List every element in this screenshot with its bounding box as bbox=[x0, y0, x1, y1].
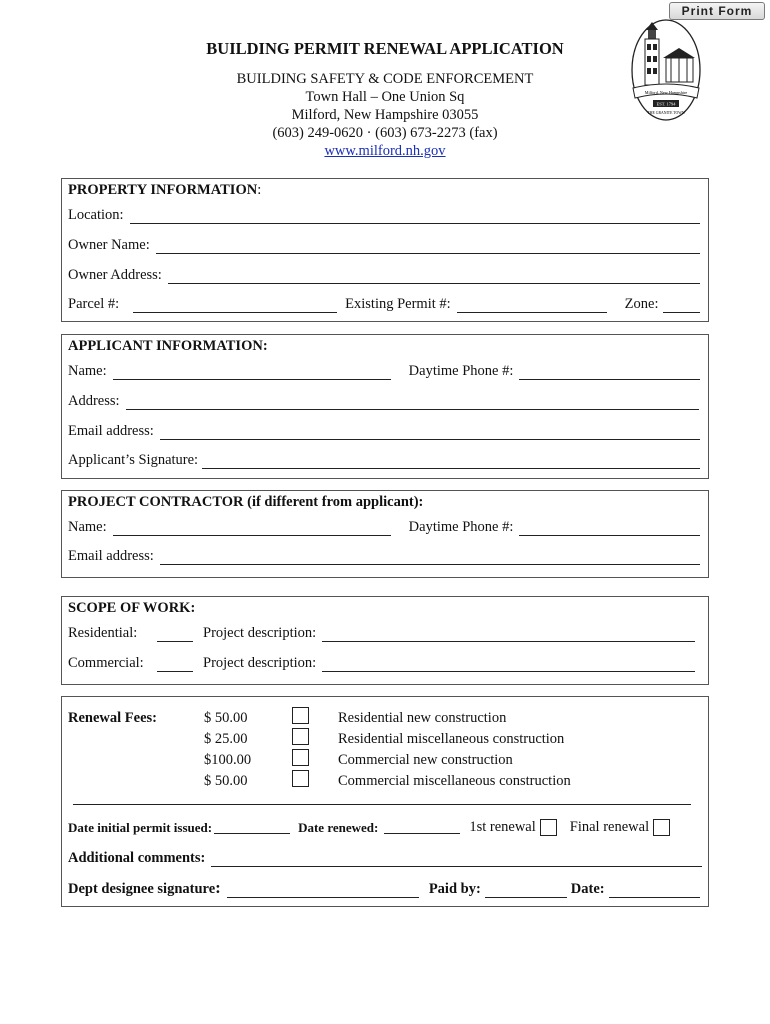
seal-motto-text: THE GRANITE TOWN bbox=[647, 111, 685, 115]
fee-amount: $100.00 bbox=[204, 752, 252, 768]
contractor-heading: PROJECT CONTRACTOR (if different from applicant): bbox=[68, 494, 424, 510]
residential-project-description-label: Project description: bbox=[203, 625, 317, 641]
additional-comments-field[interactable] bbox=[211, 854, 702, 867]
parcel-label: Parcel #: bbox=[68, 296, 120, 312]
applicant-heading: APPLICANT INFORMATION: bbox=[68, 338, 268, 354]
fee-amount: $ 25.00 bbox=[204, 731, 248, 747]
dept-signature-label: Dept designee signature bbox=[68, 881, 216, 897]
commercial-project-description-field[interactable] bbox=[322, 659, 695, 672]
existing-permit-label: Existing Permit #: bbox=[345, 296, 451, 312]
owner-name-label: Owner Name: bbox=[68, 237, 150, 253]
contractor-email-label: Email address: bbox=[68, 548, 154, 564]
residential-project-description-field[interactable] bbox=[322, 629, 695, 642]
final-renewal-label: Final renewal bbox=[569, 819, 650, 835]
date-renewed-label: Date renewed: bbox=[298, 819, 379, 835]
fee-checkbox-commercial-new[interactable] bbox=[292, 749, 309, 766]
fee-checkbox-residential-new[interactable] bbox=[292, 707, 309, 724]
applicant-phone-field[interactable] bbox=[519, 367, 700, 380]
zone-label: Zone: bbox=[624, 296, 659, 312]
applicant-address-field[interactable] bbox=[126, 397, 699, 410]
additional-comments-label: Additional comments: bbox=[68, 850, 206, 866]
owner-address-label: Owner Address: bbox=[68, 267, 162, 283]
residential-field[interactable] bbox=[157, 629, 193, 642]
date-renewed-field[interactable] bbox=[384, 821, 460, 834]
commercial-label: Commercial: bbox=[68, 655, 144, 671]
fee-row bbox=[68, 731, 668, 752]
owner-name-field[interactable] bbox=[156, 241, 700, 254]
property-heading-colon: : bbox=[257, 182, 262, 198]
zone-field[interactable] bbox=[663, 300, 701, 313]
dept-signature-colon: : bbox=[215, 878, 221, 897]
fee-checkbox-residential-misc[interactable] bbox=[292, 728, 309, 745]
first-renewal-checkbox[interactable] bbox=[540, 819, 557, 836]
fee-description: Residential miscellaneous construction bbox=[338, 731, 565, 747]
date-issued-field[interactable] bbox=[214, 821, 290, 834]
contractor-name-field[interactable] bbox=[113, 523, 391, 536]
commercial-field[interactable] bbox=[157, 659, 193, 672]
existing-permit-field[interactable] bbox=[457, 300, 607, 313]
paid-by-label: Paid by: bbox=[428, 881, 481, 897]
property-heading: PROPERTY INFORMATION bbox=[68, 182, 258, 198]
location-field[interactable] bbox=[130, 211, 700, 224]
website-line bbox=[0, 143, 770, 160]
applicant-information-section bbox=[61, 334, 709, 479]
applicant-signature-field[interactable] bbox=[202, 456, 700, 469]
applicant-email-field[interactable] bbox=[160, 427, 700, 440]
applicant-address-label: Address: bbox=[68, 393, 120, 409]
fee-description: Commercial miscellaneous construction bbox=[338, 773, 571, 789]
location-label: Location: bbox=[68, 207, 124, 223]
date-field[interactable] bbox=[609, 885, 700, 898]
fee-description: Commercial new construction bbox=[338, 752, 513, 768]
contractor-phone-field[interactable] bbox=[519, 523, 700, 536]
print-form-button[interactable]: Print Form bbox=[669, 2, 765, 20]
first-renewal-label: 1st renewal bbox=[469, 819, 536, 835]
office-address-line2: Milford, New Hampshire 03055 bbox=[291, 107, 479, 123]
fee-amount: $ 50.00 bbox=[204, 773, 248, 789]
department-name: BUILDING SAFETY & CODE ENFORCEMENT bbox=[236, 71, 534, 87]
applicant-name-field[interactable] bbox=[113, 367, 391, 380]
fee-row bbox=[68, 710, 668, 731]
paid-by-field[interactable] bbox=[485, 885, 567, 898]
property-information-section bbox=[61, 178, 709, 322]
fee-description: Residential new construction bbox=[338, 710, 507, 726]
contractor-email-field[interactable] bbox=[160, 552, 700, 565]
fee-checkbox-commercial-misc[interactable] bbox=[292, 770, 309, 787]
page-title: BUILDING PERMIT RENEWAL APPLICATION bbox=[206, 39, 564, 58]
date-label: Date: bbox=[570, 881, 605, 897]
fee-amount: $ 50.00 bbox=[204, 710, 248, 726]
applicant-email-label: Email address: bbox=[68, 423, 154, 439]
website-link[interactable]: www.milford.nh.gov bbox=[324, 143, 446, 159]
scope-of-work-section bbox=[61, 596, 709, 685]
residential-label: Residential: bbox=[68, 625, 138, 641]
applicant-signature-label: Applicant’s Signature: bbox=[68, 452, 199, 468]
owner-address-field[interactable] bbox=[168, 271, 700, 284]
renewal-fees-section bbox=[61, 696, 709, 907]
dept-signature-field[interactable] bbox=[227, 885, 419, 898]
applicant-name-label: Name: bbox=[68, 363, 107, 379]
parcel-field[interactable] bbox=[133, 300, 337, 313]
seal-year-text: EST. 1794 bbox=[656, 101, 676, 107]
project-contractor-section bbox=[61, 490, 709, 578]
date-issued-label: Date initial permit issued: bbox=[68, 819, 213, 835]
fee-row bbox=[68, 752, 668, 773]
renewal-fees-label: Renewal Fees: bbox=[68, 710, 157, 726]
office-address-line1: Town Hall – One Union Sq bbox=[305, 89, 465, 105]
contractor-phone-label: Daytime Phone #: bbox=[408, 519, 514, 535]
contractor-name-label: Name: bbox=[68, 519, 107, 535]
final-renewal-checkbox[interactable] bbox=[653, 819, 670, 836]
fee-row bbox=[68, 773, 668, 794]
office-phone: (603) 249-0620 · (603) 673-2273 (fax) bbox=[272, 125, 498, 141]
applicant-phone-label: Daytime Phone #: bbox=[408, 363, 514, 379]
seal-banner-text: Milford, New Hampshire bbox=[644, 90, 688, 95]
commercial-project-description-label: Project description: bbox=[203, 655, 317, 671]
scope-heading: SCOPE OF WORK: bbox=[68, 600, 196, 616]
divider bbox=[73, 804, 691, 805]
